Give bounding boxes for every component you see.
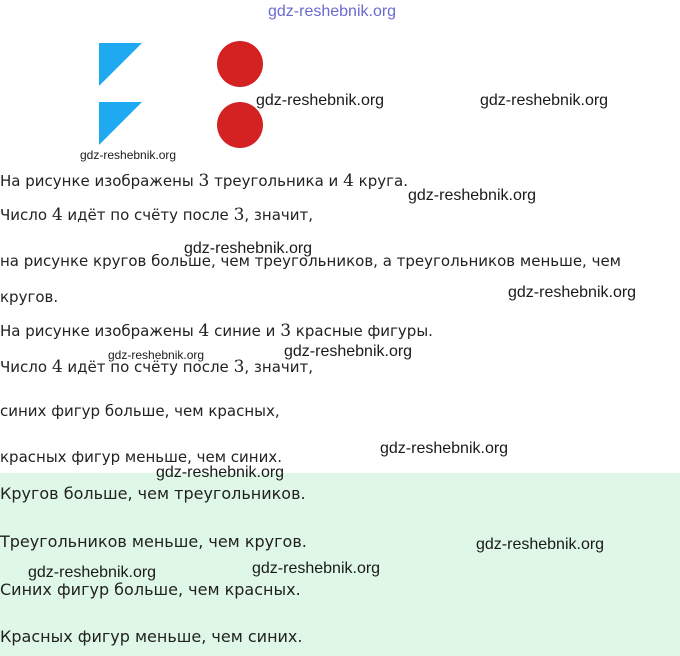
watermark: gdz-reshebnik.org bbox=[80, 148, 177, 162]
watermark: gdz-reshebnik.org bbox=[508, 284, 637, 301]
text-line: Число 4 идёт по счёту после 3, значит, bbox=[0, 357, 314, 377]
watermark: gdz-reshebnik.org bbox=[480, 92, 609, 109]
watermark: gdz-reshebnik.org bbox=[380, 440, 509, 457]
text-line: синих фигур больше, чем красных, bbox=[0, 402, 280, 420]
answer-line: Красных фигур меньше, чем синих. bbox=[0, 627, 303, 646]
watermark: gdz-reshebnik.org bbox=[408, 187, 537, 204]
answer-line: Треугольников меньше, чем кругов. bbox=[0, 532, 307, 551]
answer-line: Синих фигур больше, чем красных. bbox=[0, 580, 301, 599]
watermark: gdz-reshebnik.org bbox=[284, 343, 413, 360]
text-line: Число 4 идёт по счёту после 3, значит, bbox=[0, 205, 314, 225]
blue-triangle bbox=[99, 43, 142, 86]
watermark: gdz-reshebnik.org bbox=[184, 240, 313, 257]
red-circle bbox=[217, 41, 263, 87]
text-line: красных фигур меньше, чем синих. bbox=[0, 448, 282, 466]
text-line: кругов. bbox=[0, 288, 59, 306]
text-line: на рисунке кругов больше, чем треугольников, а треугольников меньше, чем bbox=[0, 252, 621, 270]
watermark: gdz-reshebnik.org bbox=[28, 564, 157, 581]
text-line: На рисунке изображены 4 синие и 3 красные фигуры. bbox=[0, 321, 433, 341]
watermark: gdz-reshebnik.org bbox=[252, 560, 381, 577]
watermark: gdz-reshebnik.org bbox=[256, 92, 385, 109]
answer-line: Кругов больше, чем треугольников. bbox=[0, 484, 306, 503]
blue-triangle bbox=[99, 102, 142, 145]
watermark: gdz-reshebnik.org bbox=[156, 464, 285, 481]
watermark: gdz-reshebnik.org bbox=[108, 348, 205, 362]
text-line: На рисунке изображены 3 треугольника и 4 круга. bbox=[0, 171, 408, 191]
watermark-top: gdz-reshebnik.org bbox=[268, 3, 397, 20]
watermark: gdz-reshebnik.org bbox=[476, 536, 605, 553]
